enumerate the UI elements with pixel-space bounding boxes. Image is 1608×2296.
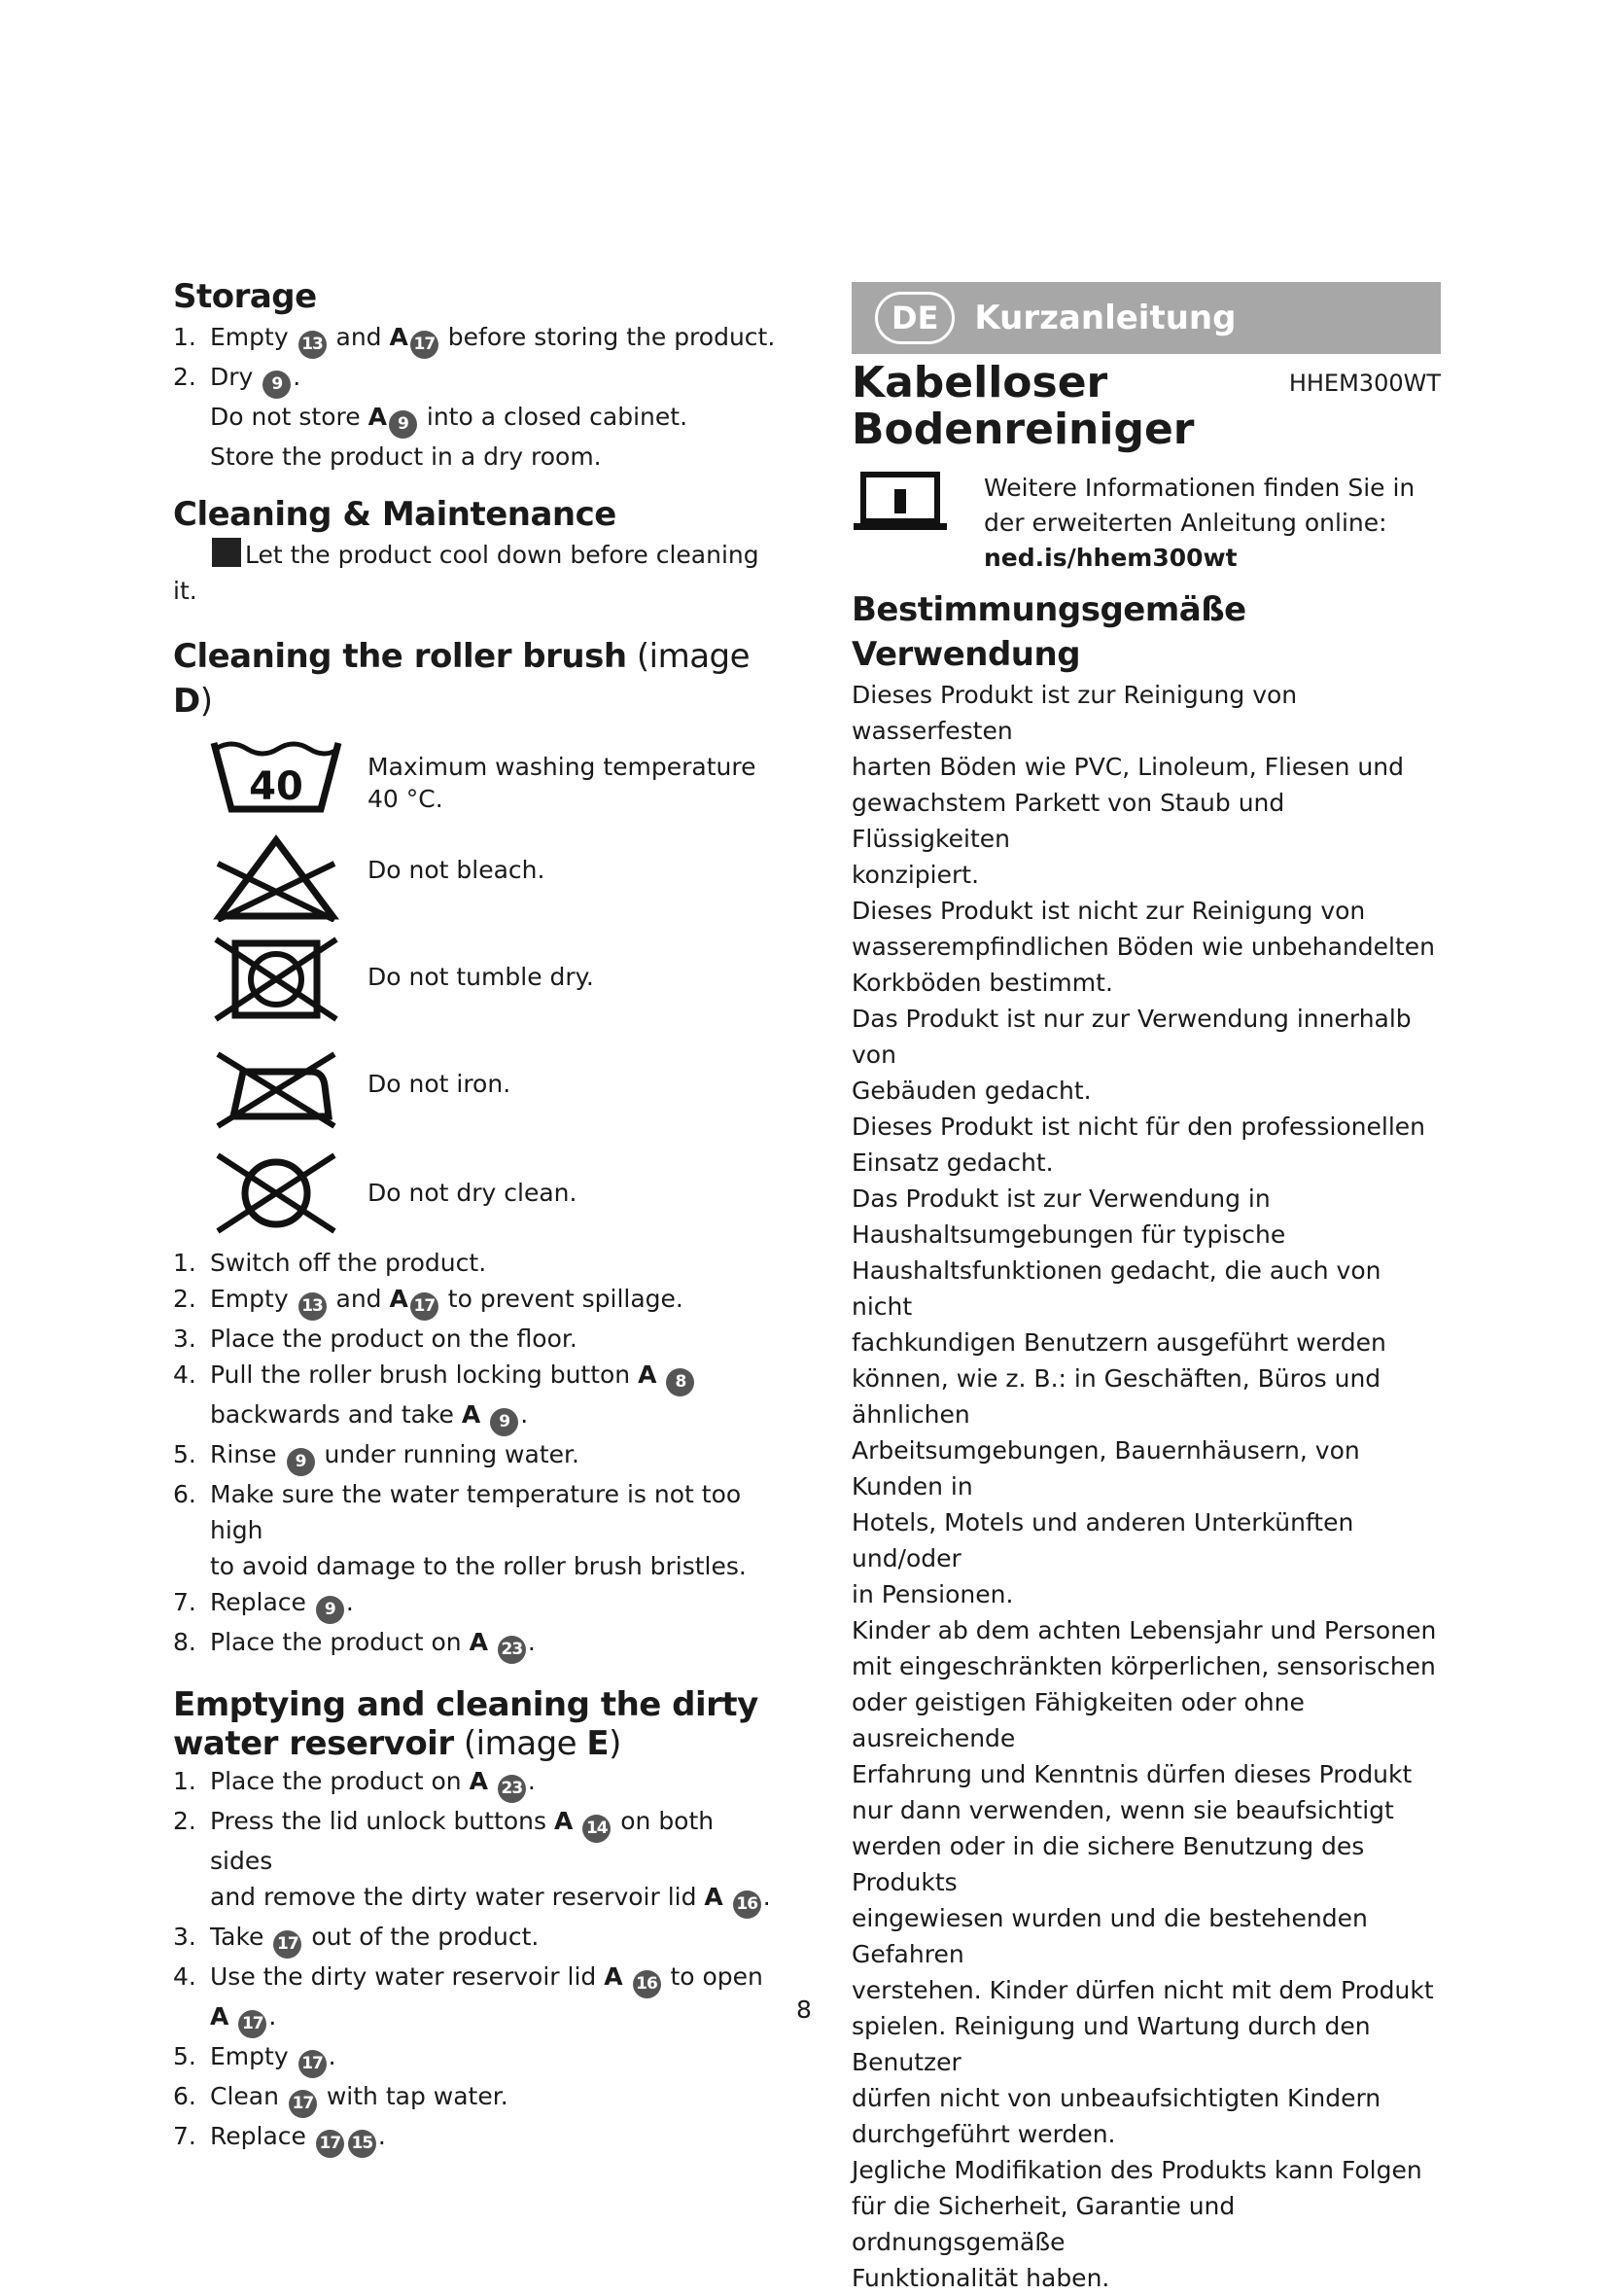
part-ref-badge: 9 <box>389 410 417 439</box>
wash-40-icon <box>210 737 342 815</box>
no-tumble-dry-icon <box>210 936 342 1023</box>
list-item: 7. Replace 9 . <box>173 1584 776 1624</box>
part-ref-badge: 16 <box>733 1890 761 1919</box>
list-item: 4. Pull the roller brush locking button A 8 backwards and take A 9 . <box>173 1357 776 1436</box>
text-line: Erfahrung und Kenntnis dürfen dieses Produkt <box>852 1760 1413 1788</box>
banner-title: Kurzanleitung <box>974 299 1237 337</box>
page-number: 8 <box>796 1996 812 2024</box>
text-line: spielen. Reinigung und Wartung durch den Benutzer <box>852 2012 1371 2076</box>
warning-icon <box>212 538 241 567</box>
part-ref-badge: 17 <box>238 2010 266 2038</box>
emptying-steps <box>173 1763 776 2158</box>
care-symbols <box>173 737 776 1243</box>
part-ref-badge: 9 <box>262 371 291 399</box>
storage-note: Do not store A 9 into a closed cabinet. <box>173 399 776 439</box>
list-item: 6. Make sure the water temperature is not too high to avoid damage to the roller brush bristles. <box>173 1480 747 1580</box>
care-text: Do not iron. <box>367 1070 511 1098</box>
no-iron-icon <box>210 1042 342 1130</box>
part-ref-badge: 16 <box>633 1970 661 1998</box>
text-line: Dieses Produkt ist zur Reinigung von wasserfesten <box>852 681 1298 745</box>
no-bleach-icon <box>210 834 342 922</box>
text-line: Einsatz gedacht. <box>852 1148 1054 1177</box>
part-ref-badge: 17 <box>316 2130 344 2158</box>
text-line: konzipiert. <box>852 861 980 889</box>
care-row <box>210 1149 776 1243</box>
part-ref-badge: 9 <box>316 1596 344 1624</box>
text-line: für die Sicherheit, Garantie und ordnungsgemäße <box>852 2192 1236 2256</box>
storage-list <box>173 319 776 399</box>
care-text: Maximum washing temperature 40 °C. <box>367 753 756 813</box>
part-ref-badge: 23 <box>498 1636 526 1664</box>
care-text: Do not bleach. <box>367 856 545 884</box>
care-row <box>210 936 776 1042</box>
text-line: in Pensionen. <box>852 1580 1014 1608</box>
text-line: Haushaltsumgebungen für typische <box>852 1220 1286 1249</box>
online-info <box>852 471 1441 576</box>
intended-use-heading: Bestimmungsgemäße Verwendung <box>852 590 1246 674</box>
roller-heading: Cleaning the roller brush (image D) <box>173 637 751 721</box>
info-url[interactable]: ned.is/hhem300wt <box>984 544 1238 572</box>
text-line: Kinder ab dem achten Lebensjahr und Personen <box>852 1616 1437 1644</box>
part-ref-badge: 9 <box>287 1448 315 1476</box>
storage-note: Store the product in a dry room. <box>210 442 602 471</box>
text-line: oder geistigen Fähigkeiten oder ohne ausreichende <box>852 1688 1305 1752</box>
part-ref-badge: 13 <box>298 331 327 359</box>
text-line: durchgeführt werden. <box>852 2120 1116 2148</box>
list-item: 1. Place the product on A 23 . <box>173 1763 776 1803</box>
list-item: 8. Place the product on A 23 . <box>173 1624 776 1664</box>
care-row <box>210 1042 776 1149</box>
part-ref-badge: 17 <box>410 1292 438 1321</box>
text-line: Haushaltsfunktionen gedacht, die auch von nicht <box>852 1256 1381 1321</box>
part-ref-badge: 17 <box>289 2090 317 2118</box>
text-line: Dieses Produkt ist nicht für den professionellen <box>852 1113 1426 1141</box>
no-dry-clean-icon <box>210 1149 342 1237</box>
text-line: fachkundigen Benutzern ausgeführt werden <box>852 1328 1386 1357</box>
part-ref-badge: 17 <box>298 2050 327 2078</box>
list-item: 4. Use the dirty water reservoir lid A 16 to open A 17 . <box>173 1959 776 2038</box>
cleaning-heading: Cleaning & Maintenance <box>173 495 616 534</box>
care-row <box>210 834 776 936</box>
list-item: 2. Press the lid unlock buttons A 14 on both sides and remove the dirty water reservoir lid A 16 . <box>173 1803 776 1919</box>
model-number: HHEM300WT <box>1288 370 1441 397</box>
part-ref-badge: 9 <box>490 1408 518 1436</box>
info-text: Weitere Informationen finden Sie in der erweiterten Anleitung online: ned.is/hhem300wt <box>984 474 1416 572</box>
language-banner <box>852 282 1441 354</box>
part-ref-badge: 15 <box>348 2130 376 2158</box>
list-item: 3. Take 17 out of the product. <box>173 1919 776 1959</box>
text-line: nur dann verwenden, wenn sie beaufsichtigt <box>852 1796 1394 1824</box>
text-line: eingewiesen wurden und die bestehenden Gefahren <box>852 1904 1368 1968</box>
left-column <box>173 274 776 2158</box>
text-line: Gebäuden gedacht. <box>852 1077 1092 1105</box>
laptop-info-icon <box>852 471 949 533</box>
care-text: Do not tumble dry. <box>367 963 594 991</box>
text-line: verstehen. Kinder dürfen nicht mit dem Produkt <box>852 1976 1434 2004</box>
text-line: Funktionalität haben. <box>852 2264 1110 2292</box>
right-column <box>852 282 1441 2296</box>
list-item: 1. Empty 13 and A 17 before storing the product. <box>173 319 776 359</box>
text-line: Korkböden bestimmt. <box>852 969 1113 997</box>
text-line: Arbeitsumgebungen, Bauernhäusern, von Kunden in <box>852 1436 1360 1501</box>
part-ref-badge: 23 <box>498 1775 526 1803</box>
text-line: Jegliche Modifikation des Produkts kann Folgen <box>852 2156 1422 2184</box>
title-bar <box>852 360 1441 453</box>
list-item: 2. Empty 13 and A 17 to prevent spillage. <box>173 1281 776 1321</box>
text-line: wasserempfindlichen Böden wie unbehandelten <box>852 933 1436 961</box>
part-ref-badge: 17 <box>273 1930 301 1959</box>
intended-use-text <box>852 677 1441 2296</box>
cleaning-note: Let the product cool down before cleaning it. <box>173 537 776 609</box>
list-item: 3. Place the product on the floor. <box>173 1325 577 1353</box>
care-text: Do not dry clean. <box>367 1179 577 1207</box>
text-line: werden oder in die sichere Benutzung des Produkts <box>852 1832 1365 1896</box>
list-item: 5. Empty 17 . <box>173 2038 776 2078</box>
text-line: gewachstem Parkett von Staub und Flüssigkeiten <box>852 789 1285 853</box>
text-line: mit eingeschränkten körperlichen, sensorischen <box>852 1652 1436 1680</box>
text-line: Das Produkt ist zur Verwendung in <box>852 1184 1271 1213</box>
list-item: 1. Switch off the product. <box>173 1249 487 1277</box>
list-item: 2. Dry 9 . <box>173 359 776 399</box>
part-ref-badge: 8 <box>666 1368 694 1396</box>
list-item: 6. Clean 17 with tap water. <box>173 2078 776 2118</box>
storage-heading: Storage <box>173 277 317 316</box>
text-line: dürfen nicht von unbeaufsichtigten Kindern <box>852 2084 1381 2112</box>
language-badge: DE <box>875 292 955 344</box>
text-line: harten Böden wie PVC, Linoleum, Fliesen und <box>852 753 1404 781</box>
emptying-heading: Emptying and cleaning the dirty water reservoir (image E) <box>173 1685 758 1763</box>
part-ref-badge: 14 <box>582 1815 611 1843</box>
part-ref-badge: 13 <box>298 1292 327 1321</box>
text-line: können, wie z. B.: in Geschäften, Büros und ähnlichen <box>852 1364 1381 1429</box>
text-line: Hotels, Motels und anderen Unterkünften und/oder <box>852 1508 1354 1572</box>
care-row <box>210 737 776 834</box>
list-item: 7. Replace 17 15 . <box>173 2118 776 2158</box>
part-ref-badge: 17 <box>410 331 438 359</box>
list-item: 5. Rinse 9 under running water. <box>173 1436 776 1476</box>
text-line: Dieses Produkt ist nicht zur Reinigung von <box>852 897 1366 925</box>
text-line: Das Produkt ist nur zur Verwendung innerhalb von <box>852 1005 1412 1069</box>
roller-steps <box>173 1245 776 1664</box>
svg-text:40: 40 <box>249 764 303 809</box>
product-title: Kabelloser Bodenreiniger <box>852 358 1195 454</box>
